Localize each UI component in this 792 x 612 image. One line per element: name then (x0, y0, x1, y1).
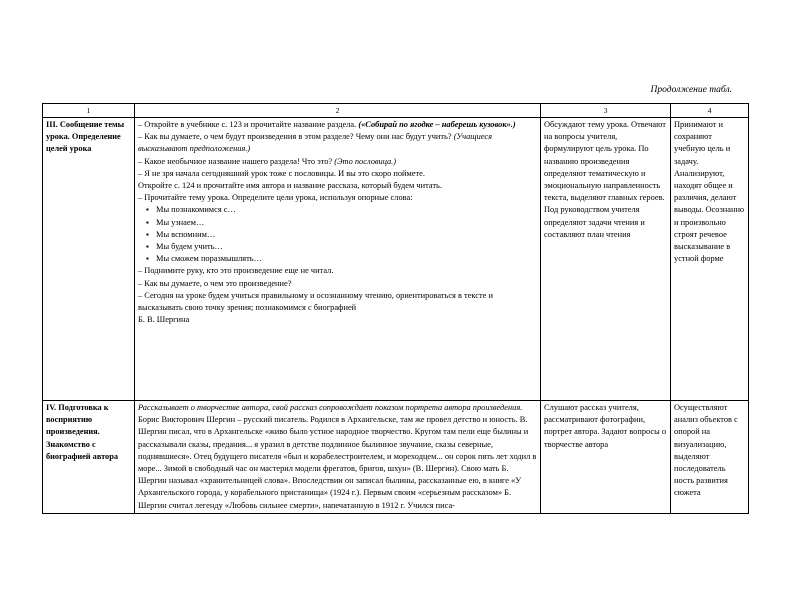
text-line: – Как вы думаете, о чем это произведение? (138, 278, 292, 288)
header-cell-1: 1 (43, 104, 135, 118)
list-item: ▪ Мы вспомним… (156, 229, 537, 241)
prompt-words-list (138, 204, 537, 265)
stage-title: III. Сообщение темы урока. Определение целей урока (43, 118, 135, 401)
list-item: ▪ Мы будем учить… (156, 241, 537, 253)
text-line: – Откройте в учебнике с. 123 и прочитайте название раздела. («Собирай по ягодке – наберешь кузовок».) (138, 120, 516, 129)
text-line: – Я не зря начала сегодняшний урок тоже с пословицы. И вы это скоро поймете. (138, 168, 425, 178)
uud-cell: Принимают и сохраняют учебную цель и задачу. Анализируют, находят общее и различия, делают выводы. Осознанно и произвольно строят речевое высказывание в устной форме (671, 118, 749, 401)
teacher-activity-cell (135, 118, 541, 401)
text-line: Рассказывает о творчестве автора, свой рассказ сопровождает показом портрета автора произведения. (138, 403, 523, 412)
student-activity-cell: Обсуждают тему урока. Отвечают на вопросы учителя, формулируют цель урока. По названию произведения определяют тематическую и эмоциональную направленность текста, выделяют главных героев. Под руководством учителя определяют задачи чтения и составляют план чтения (541, 118, 671, 401)
table-row-stage-4 (43, 401, 749, 514)
list-item: ▪ Мы познакомимся с… (156, 204, 537, 216)
table-continuation-caption: Продолжение табл. (650, 85, 732, 95)
text-line: – Как вы думаете, о чем будут произведения в этом разделе? Чему они нас будут учить? (Учащиеся высказывают предположения.) (138, 132, 493, 154)
text-line: – Какое необычное название нашего раздела! Что это? (Это пословица.) (138, 156, 397, 166)
header-row (43, 104, 749, 118)
header-cell-4: 4 (671, 104, 749, 118)
header-cell-2: 2 (135, 104, 541, 118)
text-line: Б. В. Шергина (138, 315, 190, 325)
teacher-activity-cell (135, 401, 541, 514)
text-line: – Сегодня на уроке будем учиться правильному и осознанному чтению, ориентироваться в тексте и высказывать свою точку зрения; познакомимся с биографией (138, 290, 493, 313)
student-activity-cell: Слушают рассказ учителя, рассматривают фотографии, портрет автора. Задают вопросы о творчестве автора (541, 401, 671, 514)
text-line: Борис Викторович Шергин – русский писатель. Родился в Архангельске, там же провел детство и юность. В. Шергин писал, что в Архангельске «живо было устное народное творчество. Кругом там пели еще былины и рассказывали сказы, предания... я уразил в детстве подлинное былинное звучание, сказы северные, поднявшиеся». Отец будущего писателя «был и корабелестроителем, и мореходцем... он сорок пять лет ходил в море... Зимой в свободный час он мастерил модели фрегатов, бригов, шхун» (В. Шергин). Свою мать Б. Шергин называл «хранительницей слова». Впоследствии он записал былины, рассказанные ею, в книге «У Архангельского города, у корабельного пристанища» (1924 г.). Первым своим «серьезным рассказом» Б. Шергин считал легенду «Любовь сильнее смерти», напечатанную в 1912 г. Учился писа- (138, 415, 537, 510)
table-row-stage-3 (43, 118, 749, 401)
stage-title: IV. Подготовка к восприятию произведения. Знакомство с биографией автора (43, 401, 135, 514)
text-line: Откройте с. 124 и прочитайте имя автора и название рассказа, который будем читать. (138, 181, 442, 191)
lesson-plan-table (42, 103, 749, 514)
list-item: ▪ Мы узнаем… (156, 217, 537, 229)
list-item: ▪ Мы сможем поразмышлять… (156, 253, 537, 265)
header-cell-3: 3 (541, 104, 671, 118)
uud-cell: Осуществляют анализ объектов с опорой на визуализацию, выделяют последователь ность развития сюжета (671, 401, 749, 514)
text-line: – Поднимите руку, кто это произведение еще не читал. (138, 266, 334, 276)
text-line: – Прочитайте тему урока. Определите цели урока, используя опорные слова: (138, 193, 413, 203)
